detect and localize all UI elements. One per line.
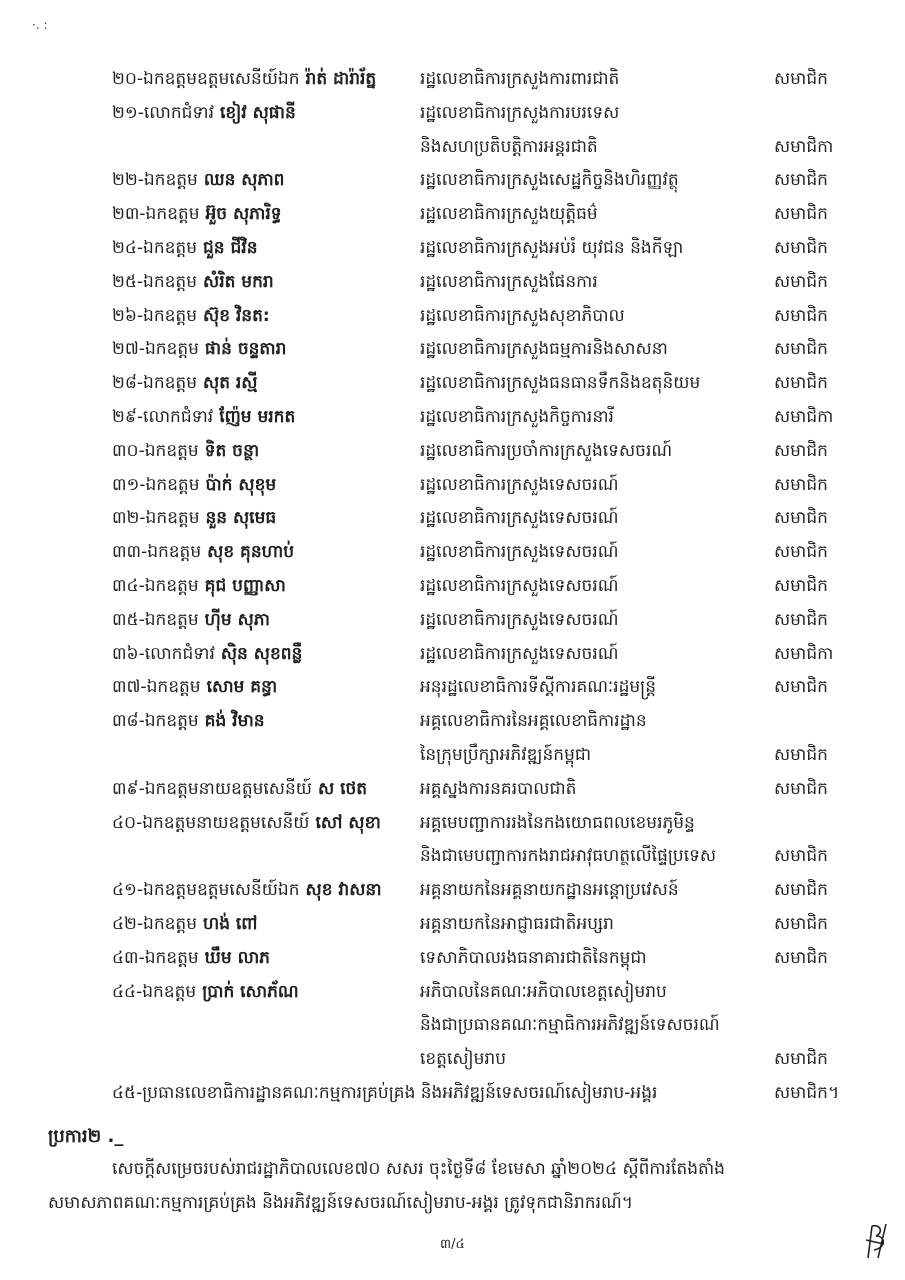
- member-honorific: ឯកឧត្តម: [144, 339, 199, 360]
- member-position: រដ្ឋលេខាធិការក្រសួងទេសចរណ៍: [420, 575, 619, 596]
- member-role: សមាជិក: [774, 237, 828, 258]
- member-honorific: ឯកឧត្តម: [144, 947, 199, 968]
- member-role: សមាជិក: [774, 170, 828, 191]
- member-name: ញ៉ែម មរកត: [219, 406, 296, 427]
- member-role: សមាជិក: [774, 508, 828, 529]
- member-position: រដ្ឋលេខាធិការក្រសួងកិច្ចការនារី: [420, 406, 614, 427]
- member-name: សុត រស្មី: [203, 373, 258, 394]
- member-name: សំរិត មករា: [203, 271, 274, 292]
- member-row: [112, 469, 872, 503]
- member-name: ស៊ុខ វិនត:: [203, 305, 270, 326]
- member-left: [112, 469, 420, 503]
- member-role: សមាជិក: [774, 846, 828, 867]
- member-left: [112, 976, 420, 1010]
- member-honorific: ឯកឧត្តម: [143, 305, 198, 326]
- member-left: [112, 63, 420, 97]
- member-role: សមាជិក: [774, 677, 828, 698]
- member-position: រដ្ឋលេខាធិការក្រសួងសុខាភិបាល: [420, 305, 625, 326]
- member-left: [112, 300, 420, 334]
- member-number: ២៤-: [112, 237, 144, 258]
- member-honorific: លោកជំទាវ: [143, 406, 214, 427]
- member-number: ៣២-: [112, 508, 146, 529]
- member-position: រដ្ឋលេខាធិការក្រសួងធនធានទឹកនិងឧតុនិយម: [420, 373, 701, 394]
- member-name: ឃឹម លាភ: [204, 947, 270, 968]
- member-number: ៤៤-: [112, 981, 143, 1002]
- member-row: [112, 300, 872, 334]
- member-position: អគ្គនាយកនៃអគ្គនាយកដ្ឋានអន្តោប្រវេសន៍: [420, 880, 679, 901]
- member-left: [112, 401, 420, 435]
- member-role: សមាជិក: [774, 947, 828, 968]
- member-position: រដ្ឋលេខាធិការក្រសួងធម្មការនិងសាសនា: [420, 339, 668, 360]
- member-honorific: ឯកឧត្តម: [146, 677, 201, 698]
- member-number: ៣០-: [112, 440, 145, 461]
- member-position: រដ្ឋលេខាធិការក្រសួងការពារជាតិ: [420, 69, 620, 89]
- member-number: ៣៧-: [112, 677, 147, 698]
- member-honorific: ឯកឧត្តម: [147, 542, 202, 563]
- member-name: រ៉ាត់ ដារ៉ារ័ត្ន: [305, 69, 377, 89]
- member-name: គង់ វិមាន: [204, 711, 265, 732]
- member-position: រដ្ឋលេខាធិការក្រសួងទេសចរណ៍: [420, 508, 619, 529]
- member-role: សមាជិក: [774, 69, 828, 89]
- member-position: រដ្ឋលេខាធិការក្រសួងការបរទេស: [420, 102, 620, 123]
- member-left: [112, 164, 420, 198]
- member-role: សមាជិក: [774, 440, 828, 461]
- member-role: សមាជិក: [774, 913, 828, 934]
- member-number: ២៨-: [112, 373, 144, 394]
- member-row: [112, 671, 872, 705]
- member-role: សមាជិក: [774, 778, 828, 799]
- member-list: [112, 63, 872, 1111]
- member-left: [112, 942, 420, 976]
- member-number: ៤២-: [112, 913, 144, 934]
- member-position: អនុរដ្ឋលេខាធិការទីស្ដីការគណៈរដ្ឋមន្ត្រី: [420, 677, 657, 698]
- member-left: [112, 705, 420, 739]
- member-number: ២២-: [112, 170, 144, 191]
- member-position: រដ្ឋលេខាធិការក្រសួងទេសចរណ៍: [420, 474, 619, 495]
- member-position: និងជាប្រធានគណៈកម្មាធិការអភិវឌ្ឍន៍ទេសចរណ៍: [420, 1015, 720, 1036]
- member-honorific: លោកជំទាវ: [143, 102, 215, 123]
- member-role: សមាជិក: [774, 880, 828, 901]
- member-row: [112, 164, 872, 198]
- member-name: សុខ គុនហាប់: [207, 542, 295, 563]
- member-number: ៤៣-: [112, 947, 145, 968]
- member-number: ៣៨-: [112, 711, 145, 732]
- member-honorific: ប្រធានលេខាធិការដ្ឋានគណៈកម្មការគ្រប់គ្រង និងអភិវឌ្ឍន៍ទេសចរណ៍សៀមរាប-អង្គរ: [142, 1082, 658, 1103]
- article-heading: ប្រការ២ ._: [48, 1126, 124, 1147]
- member-left: [112, 536, 420, 570]
- member-left: [112, 97, 420, 131]
- member-position: រដ្ឋលេខាធិការក្រសួងយុត្តិធម៌: [420, 204, 598, 225]
- member-row: [112, 705, 872, 739]
- member-name: ប្រាក់ សោភ័ណ: [202, 981, 299, 1002]
- member-position: រដ្ឋលេខាធិការក្រសួងផែនការ: [420, 271, 598, 292]
- member-position: អភិបាលនៃគណៈអភិបាលខេត្តសៀមរាប: [420, 981, 667, 1002]
- member-number: ២៩-: [112, 406, 144, 427]
- member-position-continuation: [112, 840, 872, 874]
- member-position: រដ្ឋលេខាធិការក្រសួងអប់រំ យុវជន និងកីឡា: [420, 237, 684, 258]
- member-row: [112, 908, 872, 942]
- member-honorific: ឯកឧត្តម: [142, 981, 197, 1002]
- member-position-continuation: [112, 1009, 872, 1043]
- member-position: និងជាមេបញ្ជាការកងរាជអាវុធហត្ថលើផ្ទៃប្រទេស: [420, 846, 717, 867]
- member-role: សមាជិកា: [774, 406, 834, 427]
- member-left: [112, 908, 420, 942]
- member-position: រដ្ឋលេខាធិការក្រសួងទេសចរណ៍: [420, 609, 619, 630]
- member-row: [112, 638, 872, 672]
- member-row: [112, 807, 872, 841]
- article-paragraph-line: សមាសភាពគណៈកម្មការគ្រប់គ្រង និងអភិវឌ្ឍន៍ទេសចរណ៍សៀមរាប-អង្គរ ត្រូវទុកជានិរាករណ៍។: [48, 1193, 633, 1213]
- member-name: ស ថេត: [317, 778, 368, 799]
- member-number: ២៦-: [112, 305, 144, 326]
- member-left: [112, 638, 420, 672]
- member-left: [112, 1077, 657, 1111]
- member-name: ស៊ិន សុខពន្លឺ: [220, 643, 303, 664]
- member-row: [112, 570, 872, 604]
- member-role: សមាជិក: [774, 542, 828, 563]
- member-honorific: ឯកឧត្តម: [143, 913, 198, 934]
- member-honorific: ឯកឧត្តម: [143, 237, 198, 258]
- member-number: ៣៤-: [112, 575, 145, 596]
- member-row: [112, 435, 872, 469]
- member-role: សមាជិក: [774, 575, 828, 596]
- member-position: នៃក្រុមប្រឹក្សាអភិវឌ្ឍន៍កម្ពុជា: [420, 744, 592, 765]
- member-honorific: លោកជំទាវ: [144, 643, 215, 664]
- member-number: ២៧-: [112, 339, 145, 360]
- member-number: ២០-: [112, 69, 144, 89]
- member-left: [112, 198, 420, 232]
- member-position: អគ្គលេខាធិការនៃអគ្គលេខាធិការដ្ឋាន: [420, 711, 647, 732]
- member-role: សមាជិក: [774, 271, 828, 292]
- member-number: ៤៥-: [112, 1082, 143, 1103]
- member-row: [112, 604, 872, 638]
- corner-mark: ·. :: [32, 18, 48, 32]
- member-position: អគ្គស្នងការនគរបាលជាតិ: [420, 778, 577, 799]
- member-role: សមាជិកា: [774, 643, 834, 664]
- member-left: [112, 604, 420, 638]
- member-position: ទេសាភិបាលរងធនាគារជាតិនៃកម្ពុជា: [420, 947, 647, 968]
- member-role: សមាជិក: [774, 339, 828, 360]
- member-name: ប៉ាក់ សុខុម: [205, 474, 277, 495]
- member-number: ៣៣-: [112, 542, 148, 563]
- member-role: សមាជិក។: [774, 1082, 840, 1103]
- member-row: [112, 874, 872, 908]
- member-role: សមាជិក: [774, 744, 828, 765]
- member-row: [112, 1077, 872, 1111]
- member-role: សមាជិក: [774, 1049, 828, 1070]
- member-honorific: ឯកឧត្តម: [145, 474, 200, 495]
- member-left: [112, 773, 420, 807]
- member-position: អគ្គនាយកនៃអាជ្ញាធរជាតិអប្សរា: [420, 913, 614, 934]
- member-left: [112, 266, 420, 300]
- member-honorific: ឯកឧត្តមឧត្តមសេនីយ៍ឯក: [143, 69, 300, 89]
- member-row: [112, 198, 872, 232]
- member-name: ផាន់ ចន្ទតារា: [204, 339, 287, 360]
- member-honorific: ឯកឧត្តម: [143, 373, 198, 394]
- member-honorific: ឯកឧត្តមនាយឧត្តមសេនីយ៍: [144, 778, 312, 799]
- member-role: សមាជិកា: [774, 136, 834, 157]
- member-row: [112, 536, 872, 570]
- member-row: [112, 942, 872, 976]
- member-left: [112, 232, 420, 266]
- member-position: និងសហប្រតិបត្តិការអន្តរជាតិ: [420, 136, 598, 157]
- member-row: [112, 367, 872, 401]
- member-position: អគ្គមេបញ្ជាការរងនៃកងយោធពលខេមរភូមិន្ទ: [420, 812, 695, 833]
- member-position-continuation: [112, 739, 872, 773]
- member-number: ៤១-: [112, 880, 144, 901]
- member-role: សមាជិក: [774, 609, 828, 630]
- member-name: នួន សុមេធ: [205, 508, 277, 529]
- page-number: ៣/៤: [440, 1237, 465, 1252]
- member-honorific: ឯកឧត្តម: [144, 440, 199, 461]
- member-left: [112, 502, 420, 536]
- member-row: [112, 97, 872, 131]
- member-honorific: ឯកឧត្តម: [143, 271, 198, 292]
- member-number: ២៣-: [112, 204, 146, 225]
- member-honorific: ឯកឧត្តម: [144, 609, 199, 630]
- member-left: [112, 367, 420, 401]
- member-name: ទិត ចន្ថា: [204, 440, 260, 461]
- member-row: [112, 333, 872, 367]
- member-left: [112, 671, 420, 705]
- member-honorific: ឯកឧត្តម: [145, 204, 200, 225]
- member-honorific: ឯកឧត្តម: [144, 711, 199, 732]
- member-row: [112, 976, 872, 1010]
- member-row: [112, 502, 872, 536]
- member-row: [112, 401, 872, 435]
- member-role: សមាជិក: [774, 305, 828, 326]
- member-number: ៣៦-: [112, 643, 145, 664]
- member-position-continuation: [112, 131, 872, 165]
- member-name: ខៀវ សុផានី: [220, 102, 296, 123]
- member-role: សមាជិក: [774, 204, 828, 225]
- member-number: ២៥-: [112, 271, 144, 292]
- member-honorific: ឯកឧត្តមនាយឧត្តមសេនីយ៍: [142, 812, 310, 833]
- member-honorific: ឯកឧត្តម: [143, 170, 198, 191]
- member-position: រដ្ឋលេខាធិការក្រសួងទេសចរណ៍: [420, 542, 619, 563]
- member-name: ជួន ជីវិន: [203, 237, 258, 258]
- member-name: សៅ សុខា: [315, 812, 381, 833]
- member-honorific: ឯកឧត្តម: [144, 575, 199, 596]
- member-position: រដ្ឋលេខាធិការក្រសួងទេសចរណ៍: [420, 643, 619, 664]
- member-position: រដ្ឋលេខាធិការប្រចាំការក្រសួងទេសចរណ៍: [420, 440, 673, 461]
- member-number: ៤០-: [112, 812, 143, 833]
- member-left: [112, 333, 420, 367]
- member-row: [112, 773, 872, 807]
- member-role: សមាជិក: [774, 474, 828, 495]
- member-left: [112, 874, 420, 908]
- member-name: សោម គន្ធា: [206, 677, 278, 698]
- member-name: ហង់ ពៅ: [203, 913, 258, 934]
- member-row: [112, 266, 872, 300]
- member-name: អ៊ួច សុភារិទ្ធ: [205, 204, 282, 225]
- member-position: ខេត្តសៀមរាប: [420, 1049, 506, 1070]
- member-honorific: ឯកឧត្តម: [145, 508, 200, 529]
- member-honorific: ឯកឧត្តមឧត្តមសេនីយ៍ឯក: [143, 880, 300, 901]
- member-number: ២១-: [112, 102, 144, 123]
- member-row: [112, 63, 872, 97]
- member-role: សមាជិក: [774, 373, 828, 394]
- member-row: [112, 232, 872, 266]
- member-left: [112, 807, 420, 841]
- member-left: [112, 570, 420, 604]
- member-position-continuation: [112, 1043, 872, 1077]
- member-name: គុជ បញ្ញាសា: [204, 575, 286, 596]
- member-number: ៣៥-: [112, 609, 145, 630]
- member-number: ៣៩-: [112, 778, 145, 799]
- member-name: សុខ វាសនា: [305, 880, 382, 901]
- member-name: ហ៊ីម សុភា: [204, 609, 270, 630]
- signature-initial-mark: [862, 1218, 890, 1267]
- member-left: [112, 435, 420, 469]
- article-paragraph-line: សេចក្ដីសម្រេចរបស់រាជរដ្ឋាភិបាលលេខ៧០ សសរ ចុះថ្ងៃទី៨ ខែមេសា ឆ្នាំ២០២៤ ស្ដីពីការតែងតាំង: [112, 1159, 725, 1179]
- member-position: រដ្ឋលេខាធិការក្រសួងសេដ្ឋកិច្ចនិងហិរញ្ញវត្ថុ: [420, 170, 679, 191]
- member-name: ឈន សុភាព: [203, 170, 285, 191]
- member-number: ៣១-: [112, 474, 146, 495]
